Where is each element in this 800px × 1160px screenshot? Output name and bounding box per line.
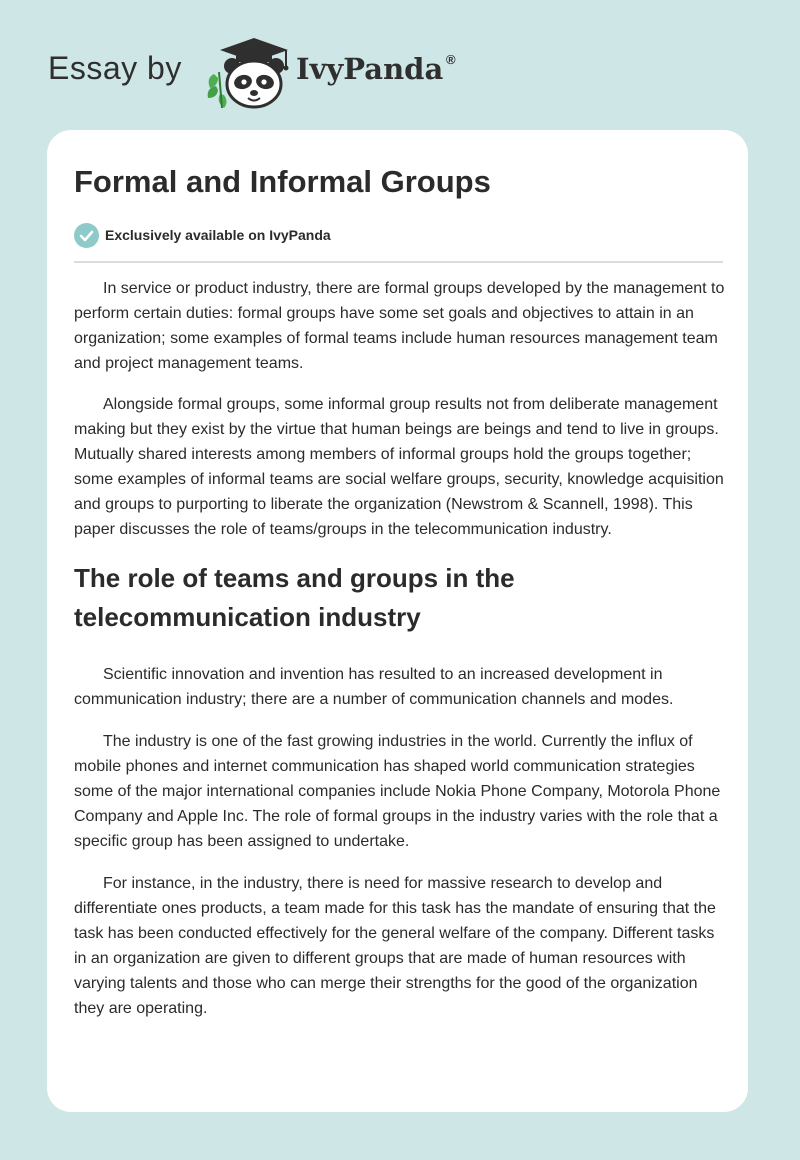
- title-divider: [74, 261, 723, 263]
- section-heading: The role of teams and groups in the telecommunication industry: [74, 563, 515, 632]
- ivypanda-wordmark[interactable]: IvyPanda: [296, 52, 444, 86]
- check-circle-icon: [74, 223, 99, 248]
- site-header: [48, 30, 528, 110]
- paragraph: For instance, in the industry, there is need for massive research to develop and differentiate ones products, a team made for this task has the mandate of ensuring that the task has been conducted effectively for the general welfare of the company. Different tasks in an organization are given to different groups that are made of human resources with varying talents and those who can merge their strengths for the good of the organization they are operating.: [74, 875, 716, 1017]
- exclusive-badge: [74, 222, 331, 248]
- panda-logo-icon[interactable]: [202, 34, 294, 110]
- essay-card: [47, 130, 748, 1112]
- paragraph: Alongside formal groups, some informal group results not from deliberate management making but they exist by the virtue that human beings are beings and tend to live in groups. Mutually shared interests among members of informal groups hold the groups together; some examples of informal teams are social welfare groups, security, knowledge acquisition and groups to purporting to liberate the organization (Newstrom & Scannell, 1998). This paper discusses the role of teams/groups in the telecommunication industry.: [74, 396, 724, 538]
- essay-body: [74, 276, 726, 1021]
- paragraph: The industry is one of the fast growing industries in the world. Currently the influx of mobile phones and internet communication has shaped world communication strategies some of the major international companies include Nokia Phone Company, Motorola Phone Company and Apple Inc. The role of formal groups in the industry varies with the role that a specific group has been assigned to undertake.: [74, 733, 721, 850]
- essay-by-label: Essay by: [48, 50, 182, 86]
- page-title: Formal and Informal Groups: [74, 164, 491, 199]
- registered-mark: ®: [446, 52, 456, 67]
- paragraph: Scientific innovation and invention has resulted to an increased development in communication industry; there are a number of communication channels and modes.: [74, 666, 674, 708]
- paragraph: In service or product industry, there are formal groups developed by the management to perform certain duties: formal groups have some set goals and objectives to attain in an organization; some examples of formal teams include human resources management team and project management teams.: [74, 280, 725, 372]
- exclusive-badge-label: Exclusively available on IvyPanda: [105, 227, 331, 243]
